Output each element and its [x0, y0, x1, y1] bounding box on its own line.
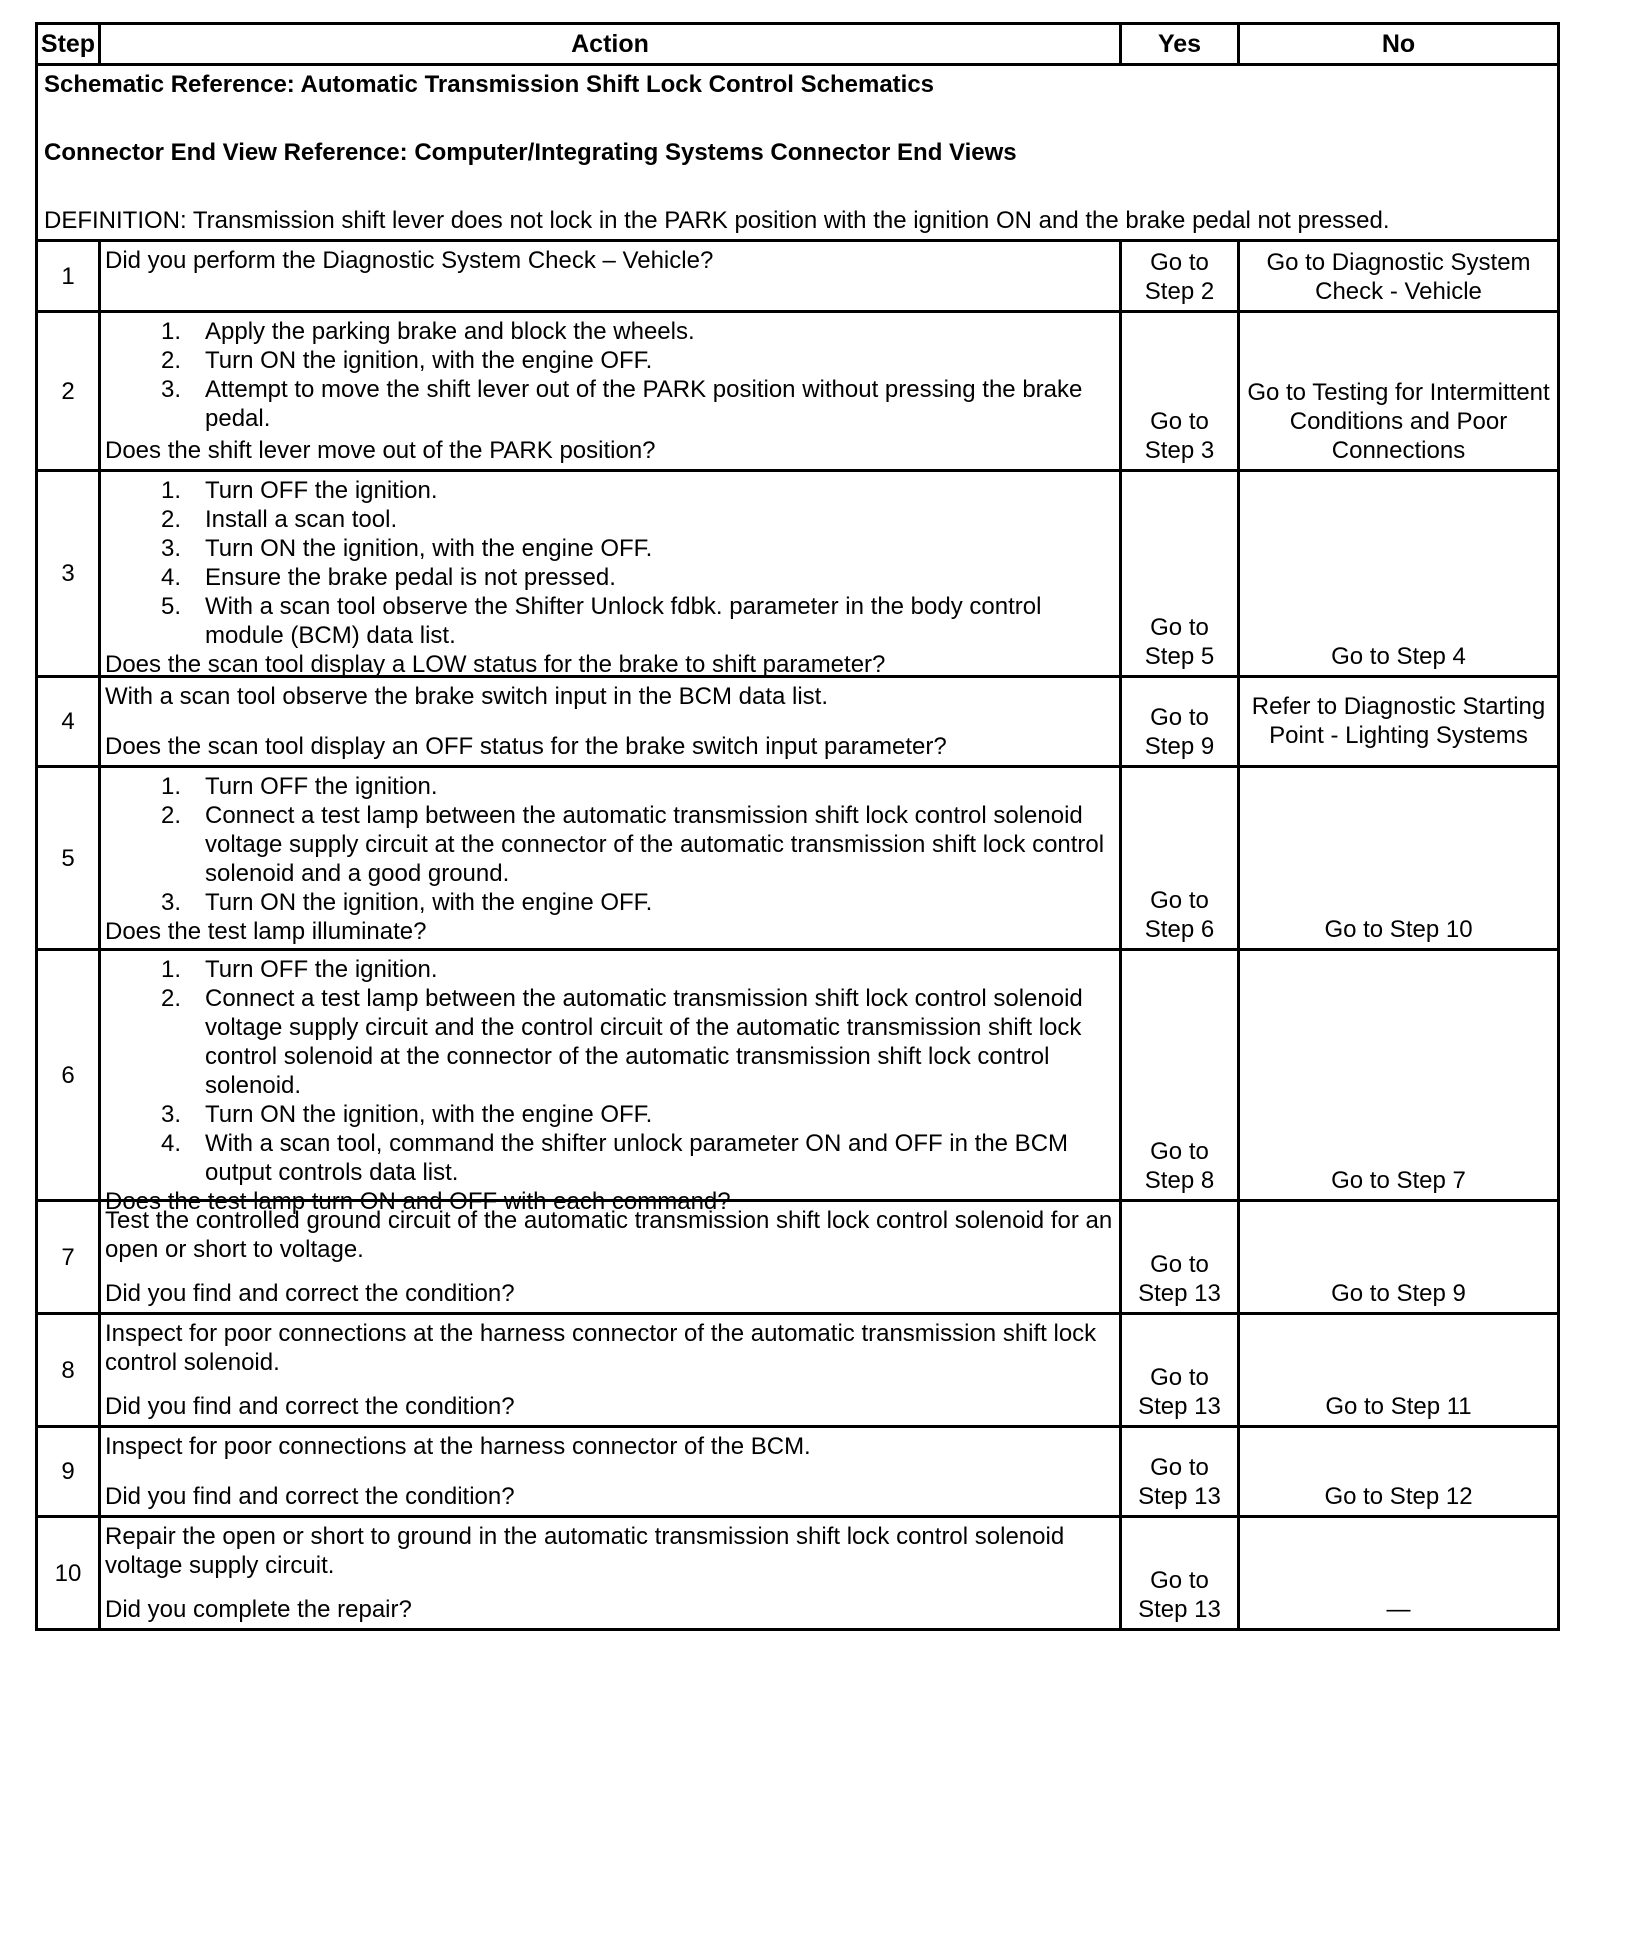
- table-row: [37, 1314, 1559, 1427]
- procedure-item-number: 3.: [161, 376, 182, 403]
- procedure-item-number: 3.: [161, 889, 182, 916]
- procedure-item: [105, 317, 1115, 346]
- action-cell: [100, 241, 1121, 312]
- action-text: Repair the open or short to ground in the automatic transmission shift lock control solenoid voltage supply circuit.: [105, 1523, 1065, 1579]
- procedure-list: [105, 476, 1115, 650]
- procedure-item-text: Turn OFF the ignition.: [205, 956, 438, 983]
- step-number: 8: [37, 1314, 100, 1427]
- header-action: Action: [100, 24, 1121, 65]
- procedure-item-number: 1.: [161, 318, 182, 345]
- procedure-item: [105, 984, 1115, 1100]
- procedure-item-text: With a scan tool observe the Shifter Unlock fdbk. parameter in the body control module (BCM) data list.: [205, 593, 1042, 649]
- action-question: Did you find and correct the condition?: [105, 1280, 515, 1307]
- procedure-item: [105, 888, 1115, 917]
- procedure-item-text: Turn ON the ignition, with the engine OFF.: [205, 347, 653, 374]
- action-cell: [100, 677, 1121, 767]
- table-row: [37, 677, 1559, 767]
- procedure-item-number: 4.: [161, 564, 182, 591]
- yes-result: Go to Step 13: [1121, 1314, 1239, 1427]
- header-step: Step: [37, 24, 100, 65]
- procedure-item-number: 1.: [161, 956, 182, 983]
- header-yes: Yes: [1121, 24, 1239, 65]
- table-row: [37, 312, 1559, 471]
- procedure-item-number: 1.: [161, 477, 182, 504]
- diagnostic-table: [35, 22, 1560, 1631]
- action-question: Did you find and correct the condition?: [105, 1483, 515, 1510]
- procedure-list: [105, 955, 1115, 1187]
- procedure-item: [105, 1100, 1115, 1129]
- procedure-item: [105, 1129, 1115, 1187]
- no-result: Go to Step 10: [1239, 767, 1559, 950]
- procedure-item-text: Turn ON the ignition, with the engine OFF.: [205, 889, 653, 916]
- procedure-item-number: 2.: [161, 985, 182, 1012]
- table-row: [37, 1201, 1559, 1314]
- yes-result: Go to Step 3: [1121, 312, 1239, 471]
- step-number: 9: [37, 1427, 100, 1517]
- table-row: [37, 1517, 1559, 1630]
- procedure-item-text: Ensure the brake pedal is not pressed.: [205, 564, 616, 591]
- procedure-item-text: Install a scan tool.: [205, 506, 398, 533]
- action-text: Test the controlled ground circuit of the automatic transmission shift lock control solenoid for an open or short to voltage.: [105, 1207, 1113, 1263]
- step-number: 4: [37, 677, 100, 767]
- reference-row: [37, 65, 1559, 241]
- action-question: Did you complete the repair?: [105, 1596, 412, 1623]
- action-cell: [100, 312, 1121, 471]
- action-cell: [100, 471, 1121, 677]
- table-header-row: [37, 24, 1559, 65]
- procedure-item-number: 2.: [161, 506, 182, 533]
- step-number: 2: [37, 312, 100, 471]
- procedure-list: [105, 317, 1115, 433]
- no-result: Refer to Diagnostic Starting Point - Lighting Systems: [1239, 677, 1559, 767]
- yes-result: Go to Step 8: [1121, 950, 1239, 1201]
- yes-result: Go to Step 6: [1121, 767, 1239, 950]
- action-question: Does the scan tool display an OFF status for the brake switch input parameter?: [105, 733, 947, 760]
- procedure-list: [105, 772, 1115, 917]
- yes-result: Go to Step 13: [1121, 1201, 1239, 1314]
- header-no: No: [1239, 24, 1559, 65]
- action-text: With a scan tool observe the brake switch input in the BCM data list.: [105, 683, 829, 710]
- no-result: —: [1239, 1517, 1559, 1630]
- connector-reference: Connector End View Reference: Computer/Integrating Systems Connector End Views: [44, 139, 1017, 166]
- procedure-item: [105, 772, 1115, 801]
- action-text: Inspect for poor connections at the harness connector of the automatic transmission shift lock control solenoid.: [105, 1320, 1097, 1376]
- yes-result: Go to Step 13: [1121, 1427, 1239, 1517]
- action-cell: [100, 950, 1121, 1215]
- table-row: [37, 767, 1559, 950]
- procedure-item-text: Turn OFF the ignition.: [205, 477, 438, 504]
- action-question: Does the scan tool display a LOW status for the brake to shift parameter?: [105, 651, 886, 678]
- no-result: Go to Step 9: [1239, 1201, 1559, 1314]
- procedure-item-text: Connect a test lamp between the automatic transmission shift lock control solenoid voltage supply circuit and the control circuit of the automatic transmission shift lock control solenoid at the connector of the automatic transmission shift lock control solenoid.: [205, 985, 1083, 1099]
- action-text: Inspect for poor connections at the harness connector of the BCM.: [105, 1433, 811, 1460]
- procedure-item-number: 1.: [161, 773, 182, 800]
- table-row: [37, 471, 1559, 677]
- procedure-item-text: With a scan tool, command the shifter unlock parameter ON and OFF in the BCM output controls data list.: [205, 1130, 1069, 1186]
- procedure-item: [105, 505, 1115, 534]
- action-cell: [100, 1314, 1121, 1427]
- procedure-item: [105, 346, 1115, 375]
- procedure-item-text: Turn OFF the ignition.: [205, 773, 438, 800]
- procedure-item-text: Turn ON the ignition, with the engine OFF.: [205, 535, 653, 562]
- no-result: Go to Step 11: [1239, 1314, 1559, 1427]
- step-number: 3: [37, 471, 100, 677]
- yes-result: Go to Step 2: [1121, 241, 1239, 312]
- diagnostic-document: [35, 22, 1557, 1631]
- procedure-item-number: 2.: [161, 347, 182, 374]
- yes-result: Go to Step 13: [1121, 1517, 1239, 1630]
- no-result: Go to Step 12: [1239, 1427, 1559, 1517]
- procedure-item-text: Attempt to move the shift lever out of the PARK position without pressing the brake pedal.: [205, 376, 1083, 432]
- procedure-item-text: Turn ON the ignition, with the engine OFF.: [205, 1101, 653, 1128]
- step-number: 5: [37, 767, 100, 950]
- procedure-item: [105, 375, 1115, 433]
- no-result: Go to Testing for Intermittent Conditions and Poor Connections: [1239, 312, 1559, 471]
- action-cell: [100, 1517, 1121, 1630]
- no-result: Go to Step 7: [1239, 950, 1559, 1201]
- procedure-item: [105, 801, 1115, 888]
- reference-cell: [37, 65, 1559, 241]
- action-question: Does the shift lever move out of the PARK position?: [105, 437, 656, 464]
- procedure-item-text: Apply the parking brake and block the wheels.: [205, 318, 695, 345]
- action-text: Did you perform the Diagnostic System Check – Vehicle?: [105, 247, 714, 274]
- procedure-item-number: 4.: [161, 1130, 182, 1157]
- procedure-item: [105, 955, 1115, 984]
- table-row: [37, 950, 1559, 1201]
- schematic-reference: Schematic Reference: Automatic Transmission Shift Lock Control Schematics: [44, 71, 935, 98]
- procedure-item-number: 2.: [161, 802, 182, 829]
- action-cell: [100, 767, 1121, 950]
- step-number: 10: [37, 1517, 100, 1630]
- procedure-item: [105, 563, 1115, 592]
- procedure-item-number: 5.: [161, 593, 182, 620]
- yes-result: Go to Step 9: [1121, 677, 1239, 767]
- definition-text: DEFINITION: Transmission shift lever does not lock in the PARK position with the ignition ON and the brake pedal not pressed.: [44, 207, 1390, 234]
- action-cell: [100, 1427, 1121, 1517]
- step-number: 1: [37, 241, 100, 312]
- action-question: Did you find and correct the condition?: [105, 1393, 515, 1420]
- action-question: Does the test lamp illuminate?: [105, 918, 427, 945]
- procedure-item: [105, 592, 1115, 650]
- yes-result: Go to Step 5: [1121, 471, 1239, 677]
- step-number: 6: [37, 950, 100, 1201]
- no-result: Go to Step 4: [1239, 471, 1559, 677]
- action-question: Does the test lamp turn ON and OFF with each command?: [105, 1188, 731, 1215]
- step-number: 7: [37, 1201, 100, 1314]
- no-result: Go to Diagnostic System Check - Vehicle: [1239, 241, 1559, 312]
- action-cell: [100, 1201, 1121, 1314]
- procedure-item-number: 3.: [161, 535, 182, 562]
- table-row: [37, 241, 1559, 312]
- procedure-item-text: Connect a test lamp between the automatic transmission shift lock control solenoid voltage supply circuit at the connector of the automatic transmission shift lock control solenoid and a good ground.: [205, 802, 1105, 887]
- procedure-item-number: 3.: [161, 1101, 182, 1128]
- procedure-item: [105, 476, 1115, 505]
- procedure-item: [105, 534, 1115, 563]
- table-row: [37, 1427, 1559, 1517]
